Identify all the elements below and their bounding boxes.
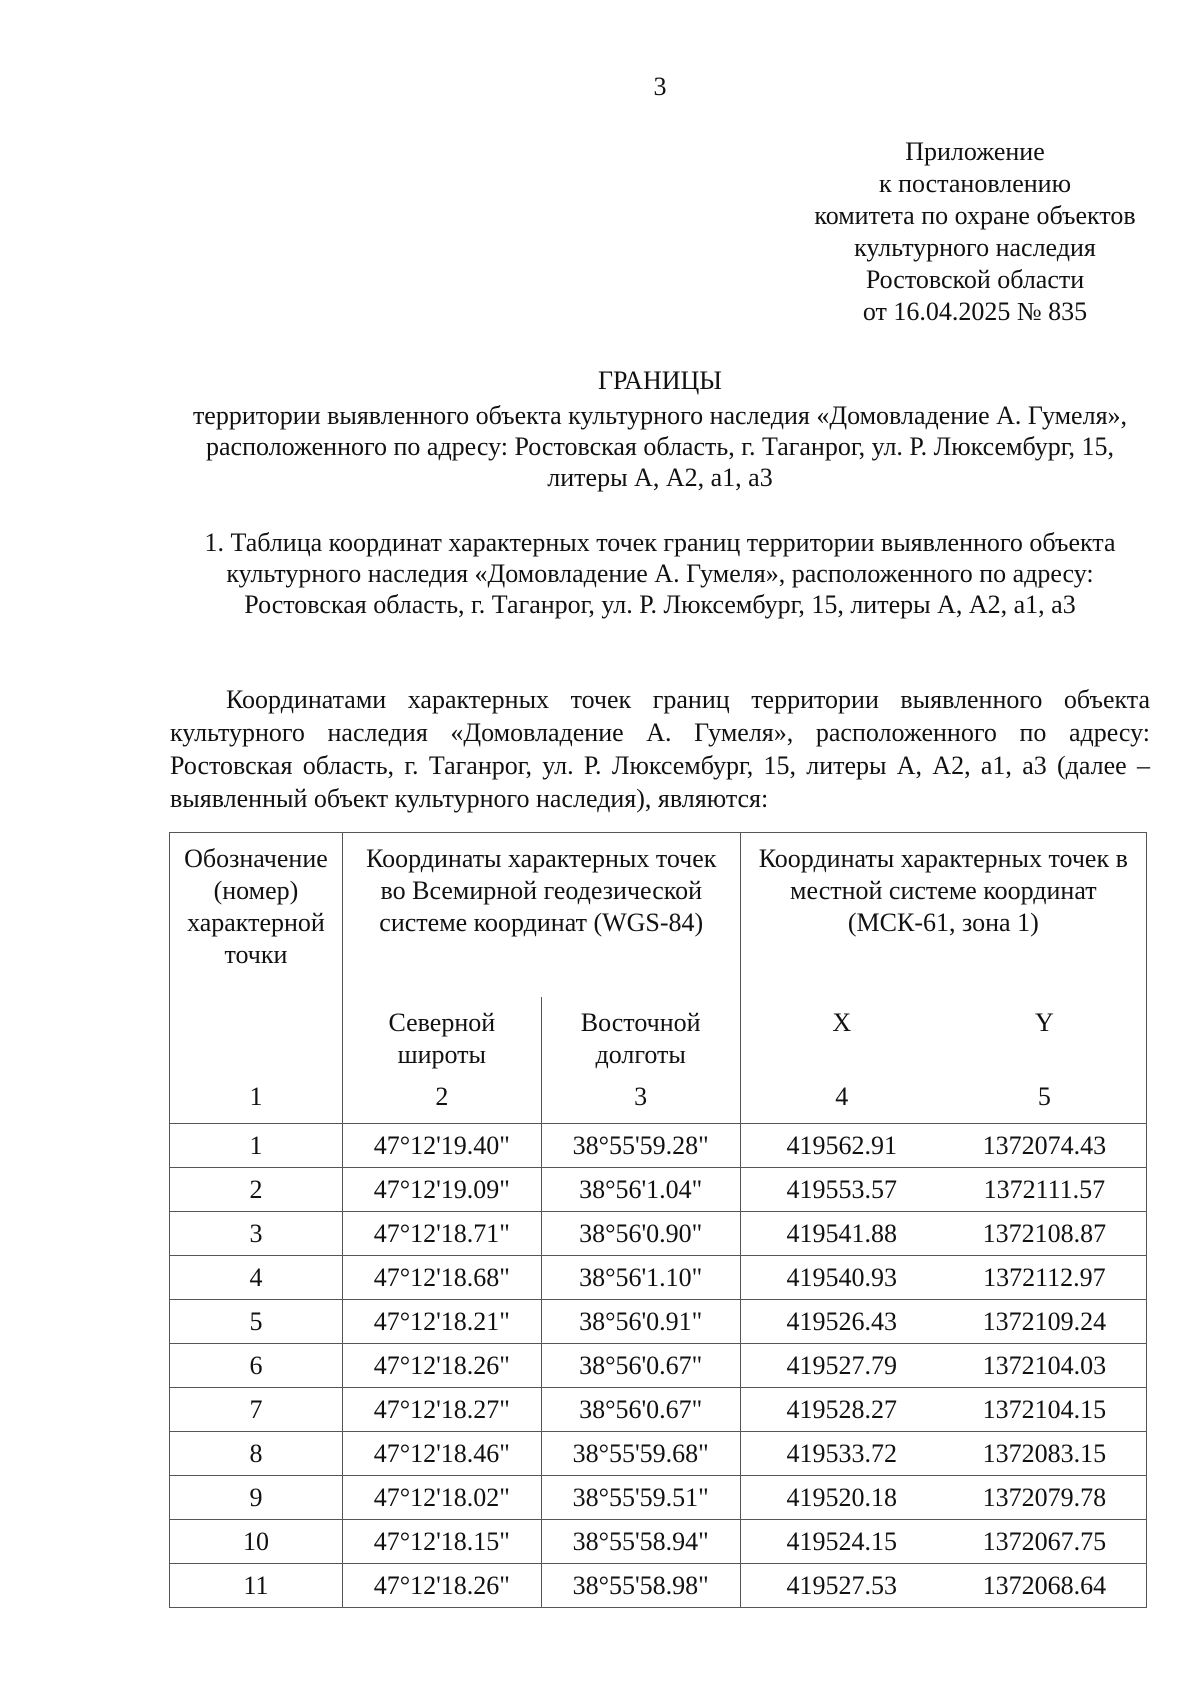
cell-n: 2 — [170, 1168, 343, 1212]
cell-lat: 47°12'18.71" — [342, 1212, 541, 1256]
cell-n: 7 — [170, 1388, 343, 1432]
intro-paragraph: Координатами характерных точек границ территории выявленного объекта культурного наследия «Домовладение А. Гумеля», расположенного по адресу: Ростовская область, г. Таганрог, ул. Р. Люксембург, 15, литеры А, А2, а1, а3 (далее – выявленный объект культурного наследия), являются: — [170, 685, 1150, 813]
coordinates-table — [169, 832, 1147, 1608]
column-number-row — [170, 1081, 1147, 1124]
document-subtitle: территории выявленного объекта культурного наследия «Домовладение А. Гумеля», расположенного по адресу: Ростовская область, г. Таганрог, ул. Р. Люксембург, 15, литеры А, А2, а1, а3 — [192, 401, 1128, 492]
table-row — [170, 1168, 1147, 1212]
cell-y: 1372068.64 — [943, 1564, 1147, 1608]
header-y: Y — [943, 997, 1147, 1081]
cell-y: 1372067.75 — [943, 1520, 1147, 1564]
appendix-block — [760, 136, 1190, 328]
cell-x: 419528.27 — [740, 1388, 943, 1432]
cell-n: 4 — [170, 1256, 343, 1300]
header-point: Обозначение (номер) характерной точки — [170, 833, 343, 998]
cell-y: 1372074.43 — [943, 1124, 1147, 1168]
table-row — [170, 1256, 1147, 1300]
cell-lon: 38°56'1.04" — [541, 1168, 740, 1212]
appendix-line: Приложение — [905, 137, 1045, 166]
cell-lat: 47°12'18.26" — [342, 1344, 541, 1388]
header-lon: Восточной долготы — [541, 997, 740, 1081]
cell-lon: 38°56'0.67" — [541, 1388, 740, 1432]
appendix-line: культурного наследия — [854, 233, 1096, 262]
table-row — [170, 1344, 1147, 1388]
cell-x: 419524.15 — [740, 1520, 943, 1564]
table-subheader-row — [170, 997, 1147, 1081]
cell-x: 419520.18 — [740, 1476, 943, 1520]
table-row — [170, 1564, 1147, 1608]
cell-x: 419553.57 — [740, 1168, 943, 1212]
page-number: 3 — [653, 72, 667, 101]
table-row — [170, 1124, 1147, 1168]
header-lat: Северной широты — [342, 997, 541, 1081]
cell-lon: 38°55'58.98" — [541, 1564, 740, 1608]
cell-n: 10 — [170, 1520, 343, 1564]
column-number: 1 — [170, 1081, 343, 1124]
cell-lat: 47°12'18.15" — [342, 1520, 541, 1564]
document-title: ГРАНИЦЫ — [598, 366, 722, 395]
cell-y: 1372109.24 — [943, 1300, 1147, 1344]
column-number: 2 — [342, 1081, 541, 1124]
cell-lat: 47°12'18.68" — [342, 1256, 541, 1300]
cell-lon: 38°55'58.94" — [541, 1520, 740, 1564]
cell-x: 419533.72 — [740, 1432, 943, 1476]
cell-lon: 38°55'59.68" — [541, 1432, 740, 1476]
cell-lat: 47°12'18.02" — [342, 1476, 541, 1520]
table-row — [170, 1212, 1147, 1256]
cell-x: 419562.91 — [740, 1124, 943, 1168]
table-row — [170, 1388, 1147, 1432]
appendix-line: комитета по охране объектов — [814, 201, 1136, 230]
cell-lat: 47°12'18.26" — [342, 1564, 541, 1608]
cell-x: 419526.43 — [740, 1300, 943, 1344]
appendix-line: к постановлению — [878, 169, 1072, 198]
cell-n: 11 — [170, 1564, 343, 1608]
cell-x: 419527.53 — [740, 1564, 943, 1608]
cell-lat: 47°12'19.09" — [342, 1168, 541, 1212]
table-row — [170, 1476, 1147, 1520]
cell-n: 3 — [170, 1212, 343, 1256]
table-row — [170, 1520, 1147, 1564]
cell-lon: 38°56'1.10" — [541, 1256, 740, 1300]
cell-lon: 38°55'59.28" — [541, 1124, 740, 1168]
cell-lon: 38°56'0.67" — [541, 1344, 740, 1388]
cell-lon: 38°55'59.51" — [541, 1476, 740, 1520]
table-row — [170, 1300, 1147, 1344]
cell-y: 1372108.87 — [943, 1212, 1147, 1256]
column-number: 3 — [541, 1081, 740, 1124]
cell-lat: 47°12'18.46" — [342, 1432, 541, 1476]
cell-y: 1372104.03 — [943, 1344, 1147, 1388]
appendix-line: от 16.04.2025 № 835 — [862, 297, 1088, 326]
cell-n: 9 — [170, 1476, 343, 1520]
cell-y: 1372104.15 — [943, 1388, 1147, 1432]
table-body — [170, 1124, 1147, 1608]
cell-y: 1372111.57 — [943, 1168, 1147, 1212]
header-x: X — [740, 997, 943, 1081]
cell-n: 1 — [170, 1124, 343, 1168]
cell-y: 1372079.78 — [943, 1476, 1147, 1520]
cell-lon: 38°56'0.91" — [541, 1300, 740, 1344]
header-msk: Координаты характерных точек в местной системе координат (МСК-61, зона 1) — [740, 833, 1146, 998]
cell-y: 1372112.97 — [943, 1256, 1147, 1300]
cell-lat: 47°12'18.27" — [342, 1388, 541, 1432]
header-wgs: Координаты характерных точек во Всемирной геодезической системе координат (WGS-84) — [342, 833, 740, 998]
cell-lat: 47°12'19.40" — [342, 1124, 541, 1168]
cell-x: 419540.93 — [740, 1256, 943, 1300]
column-number: 4 — [740, 1081, 943, 1124]
cell-n: 6 — [170, 1344, 343, 1388]
cell-n: 5 — [170, 1300, 343, 1344]
cell-n: 8 — [170, 1432, 343, 1476]
table-header-row — [170, 833, 1147, 998]
section-heading: 1. Таблица координат характерных точек границ территории выявленного объекта культурного наследия «Домовладение А. Гумеля», расположенного по адресу: Ростовская область, г. Таганрог, ул. Р. Люксембург, 15, литеры А, А2, а1, а3 — [204, 528, 1116, 619]
column-number: 5 — [943, 1081, 1147, 1124]
cell-x: 419541.88 — [740, 1212, 943, 1256]
cell-lat: 47°12'18.21" — [342, 1300, 541, 1344]
cell-lon: 38°56'0.90" — [541, 1212, 740, 1256]
appendix-line: Ростовской области — [865, 265, 1085, 294]
cell-x: 419527.79 — [740, 1344, 943, 1388]
cell-y: 1372083.15 — [943, 1432, 1147, 1476]
table-row — [170, 1432, 1147, 1476]
